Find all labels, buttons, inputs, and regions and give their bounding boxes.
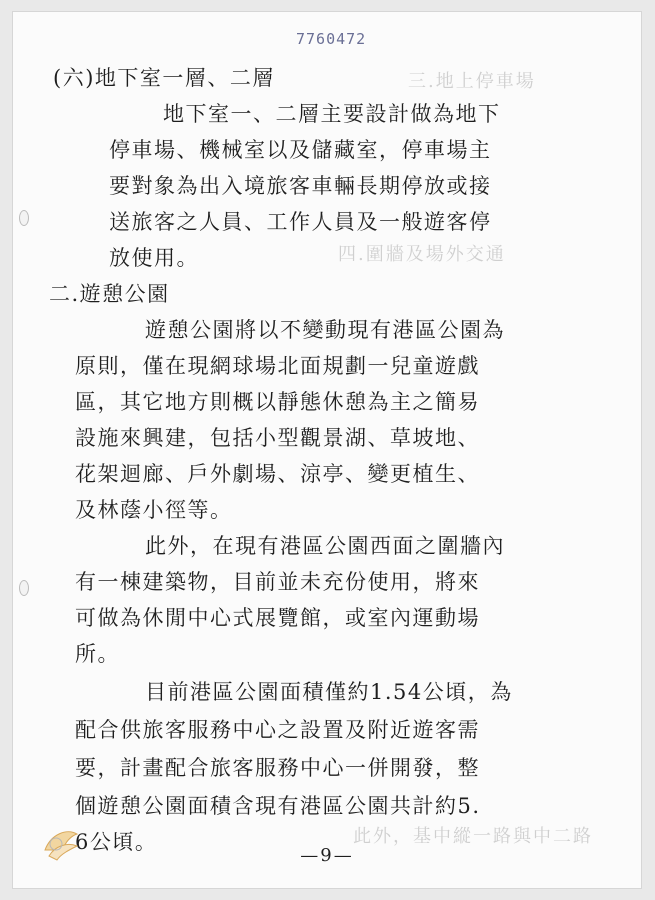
paragraph-line: 有一棟建築物，目前並未充份使用，將來 xyxy=(75,570,480,594)
bleed-through-heading: 三.地上停車場 xyxy=(408,71,536,92)
paragraph-line: 送旅客之人員、工作人員及一般遊客停 xyxy=(109,210,492,234)
paragraph-line: 停車場、機械室以及儲藏室，停車場主 xyxy=(109,138,492,162)
document-number: 7760472 xyxy=(296,30,367,48)
bleed-through-line: 此外，基中縱一路與中二路 xyxy=(353,826,593,847)
paragraph-line: 個遊憩公園面積含現有港區公園共計約5. xyxy=(75,794,481,818)
paragraph-line: 設施來興建，包括小型觀景湖、草坡地、 xyxy=(75,426,480,450)
paragraph-line: 區，其它地方則概以靜態休憩為主之簡易 xyxy=(75,390,480,414)
binding-hole xyxy=(19,210,29,226)
section-heading: 二.遊憩公園 xyxy=(49,282,170,306)
paragraph-line: 6公頃。 xyxy=(75,830,158,854)
archive-stamp-icon xyxy=(41,820,83,864)
paragraph-line: 所。 xyxy=(75,642,120,666)
page-number: —9— xyxy=(300,845,354,866)
bleed-through-heading: 四.圍牆及場外交通 xyxy=(338,244,506,265)
paragraph-line: 要，計畫配合旅客服務中心一併開發，整 xyxy=(75,756,480,780)
paragraph-line: 花架迴廊、戶外劇場、涼亭、變更植生、 xyxy=(75,462,480,486)
paragraph-line: 及林蔭小徑等。 xyxy=(75,498,233,522)
paragraph-line: 地下室一、二層主要設計做為地下 xyxy=(163,102,501,126)
paragraph-line: 原則，僅在現網球場北面規劃一兒童遊戲 xyxy=(75,354,480,378)
section-heading: (六)地下室一層、二層 xyxy=(53,66,275,90)
paragraph-line: 要對象為出入境旅客車輛長期停放或接 xyxy=(109,174,492,198)
paragraph-line: 放使用。 xyxy=(109,246,199,270)
document-page xyxy=(13,12,641,888)
paragraph-line: 遊憩公園將以不變動現有港區公園為 xyxy=(145,318,505,342)
paragraph-line: 目前港區公園面積僅約1.54公頃，為 xyxy=(145,680,513,704)
paragraph-line: 可做為休閒中心式展覽館，或室內運動場 xyxy=(75,606,480,630)
paragraph-line: 配合供旅客服務中心之設置及附近遊客需 xyxy=(75,718,480,742)
binding-hole xyxy=(19,580,29,596)
paragraph-line: 此外，在現有港區公園西面之圍牆內 xyxy=(145,534,505,558)
